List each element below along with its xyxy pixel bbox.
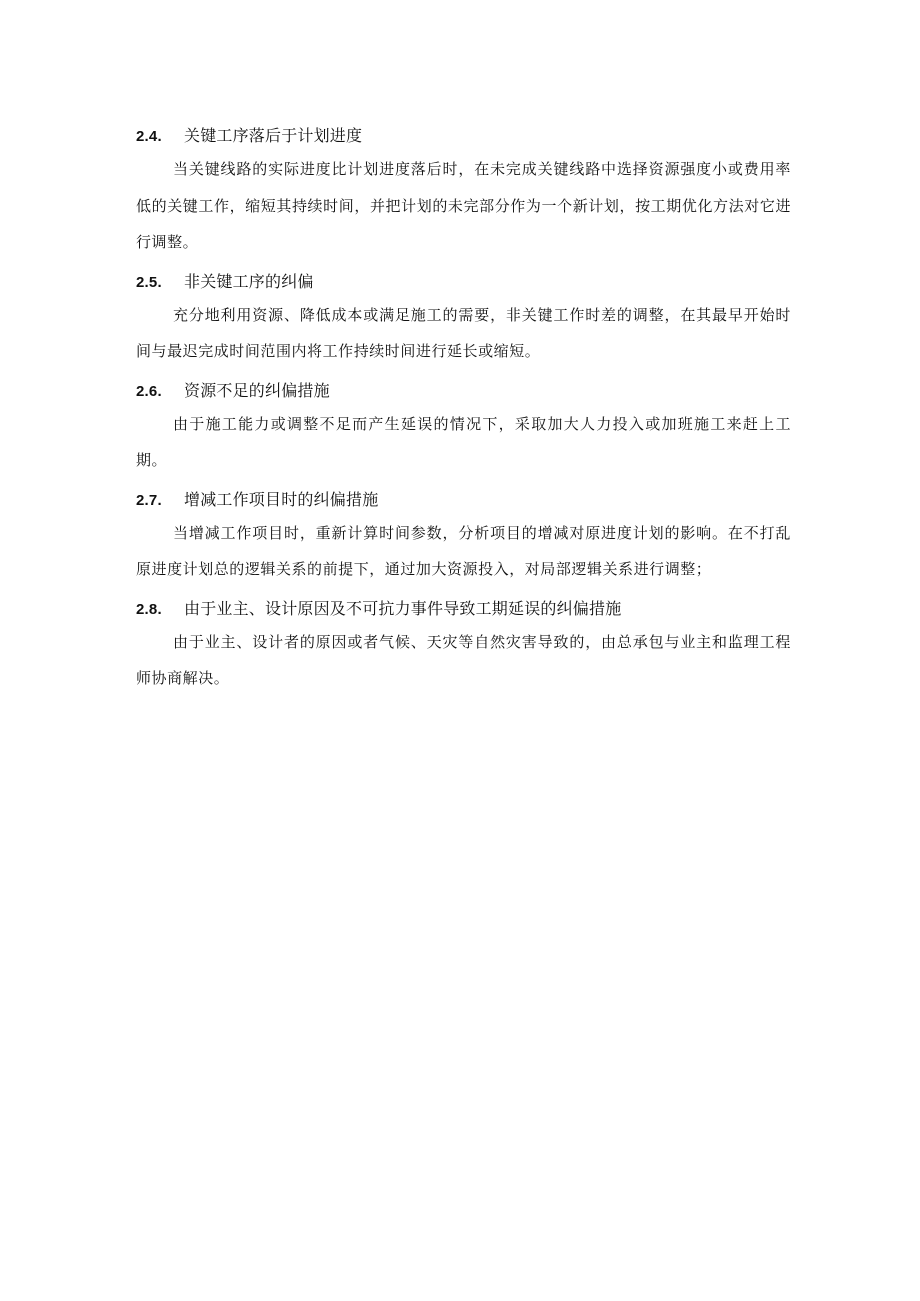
section-title: 由于业主、设计原因及不可抗力事件导致工期延误的纠偏措施 — [184, 598, 622, 618]
section-number: 2.5. — [136, 273, 162, 291]
section-number: 2.7. — [136, 491, 162, 509]
section-body: 由于业主、设计者的原因或者气候、天灾等自然灾害导致的，由总承包与业主和监理工程师协商解决。 — [136, 632, 791, 687]
section-body: 当关键线路的实际进度比计划进度落后时，在未完成关键线路中选择资源强度小或费用率低的关键工作，缩短其持续时间，并把计划的未完部分作为一个新计划，按工期优化方法对它进行调整。 — [136, 160, 791, 251]
section-body: 充分地利用资源、降低成本或满足施工的需要，非关键工作时差的调整，在其最早开始时间与最迟完成时间范围内将工作持续时间进行延长或缩短。 — [136, 305, 791, 360]
section-2-4 — [136, 120, 791, 261]
section-heading — [136, 593, 791, 624]
section-heading — [136, 120, 791, 151]
section-title: 非关键工序的纠偏 — [184, 271, 314, 291]
section-2-6 — [136, 375, 791, 479]
section-title: 关键工序落后于计划进度 — [184, 126, 363, 145]
section-2-5 — [136, 266, 791, 370]
section-heading — [136, 484, 791, 515]
section-title: 增减工作项目时的纠偏措施 — [184, 489, 379, 509]
section-number: 2.4. — [136, 128, 162, 145]
section-number: 2.6. — [136, 382, 162, 400]
section-heading — [136, 375, 791, 406]
section-number: 2.8. — [136, 600, 162, 618]
section-body: 由于施工能力或调整不足而产生延误的情况下，采取加大人力投入或加班施工来赶上工期。 — [136, 414, 791, 469]
section-2-8 — [136, 593, 791, 697]
section-heading — [136, 266, 791, 297]
document-content — [136, 120, 791, 702]
section-title: 资源不足的纠偏措施 — [184, 380, 330, 400]
section-2-7 — [136, 484, 791, 588]
section-body: 当增减工作项目时，重新计算时间参数，分析项目的增减对原进度计划的影响。在不打乱原进度计划总的逻辑关系的前提下，通过加大资源投入，对局部逻辑关系进行调整； — [136, 523, 791, 578]
